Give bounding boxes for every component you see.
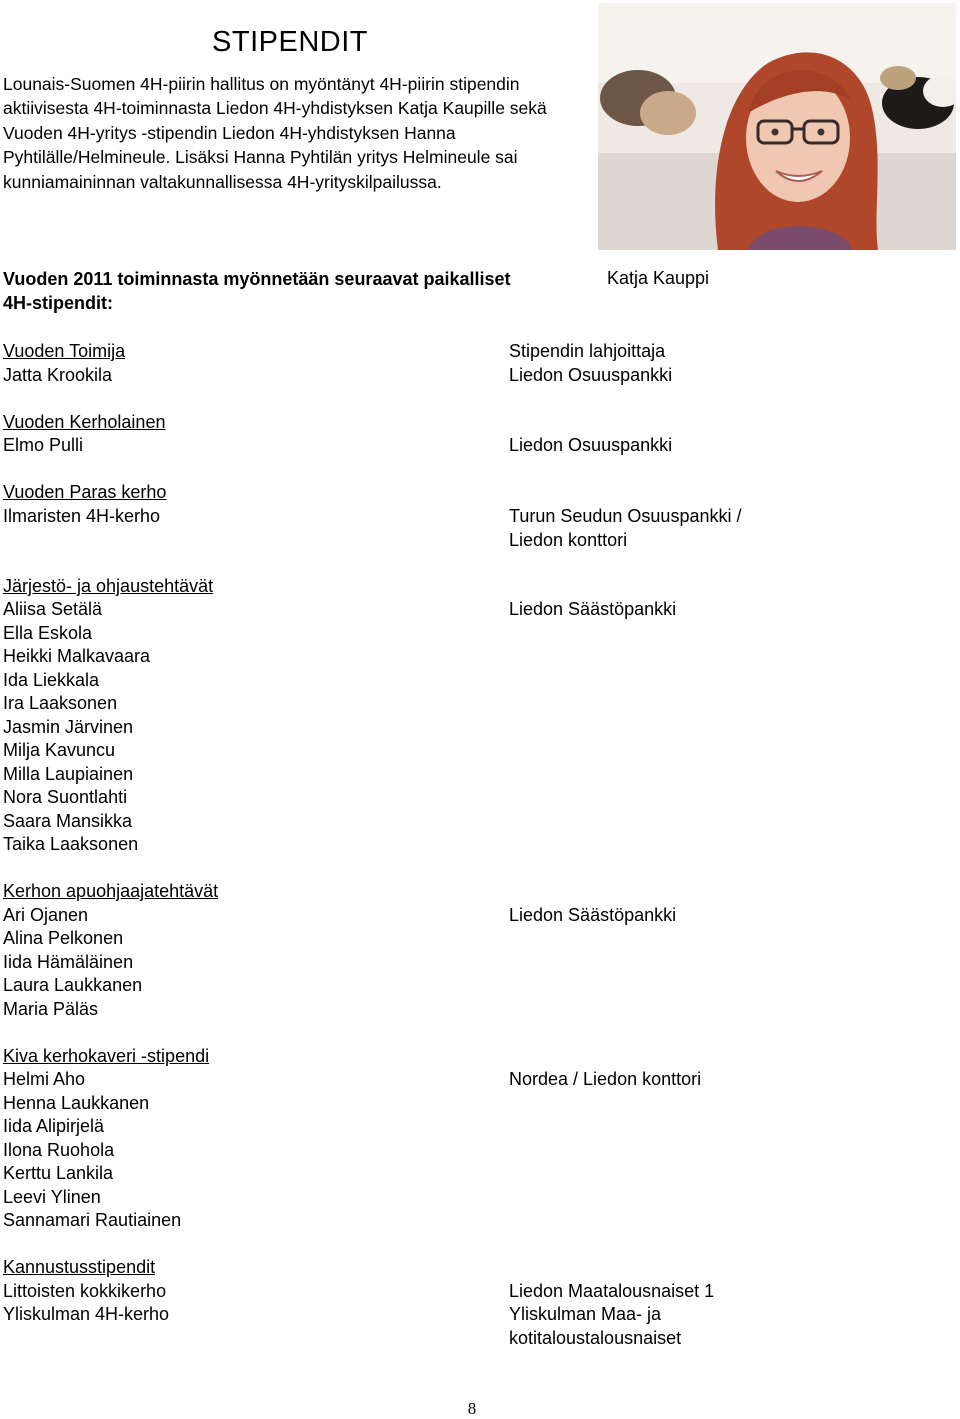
recipient-name: Aliisa Setälä bbox=[3, 599, 103, 619]
donor-name: Liedon Osuuspankki bbox=[509, 435, 673, 455]
recipient-name: Elmo Pulli bbox=[3, 435, 84, 455]
donor-name: Liedon Maatalousnaiset 1 bbox=[509, 1281, 715, 1301]
section-heading: Vuoden 2011 toiminnasta myönnetään seuraavat paikalliset 4H-stipendit: bbox=[3, 269, 511, 313]
photo-caption: Katja Kauppi bbox=[606, 268, 710, 288]
recipient-name: Ilmaristen 4H-kerho bbox=[3, 506, 161, 526]
donor-name: Liedon Säästöpankki bbox=[509, 599, 677, 619]
recipient-name: Saara Mansikka bbox=[3, 811, 133, 831]
recipient-name: Sannamari Rautiainen bbox=[3, 1210, 182, 1230]
category-title: Järjestö- ja ohjaustehtävät bbox=[3, 576, 214, 596]
category-title: Vuoden Toimija bbox=[3, 341, 126, 361]
recipient-name: Nora Suontlahti bbox=[3, 787, 128, 807]
recipient-name: Helmi Aho bbox=[3, 1069, 86, 1089]
category-title: Kerhon apuohjaajatehtävät bbox=[3, 881, 219, 901]
recipient-name: Iida Hämäläinen bbox=[3, 952, 134, 972]
portrait-photo bbox=[598, 3, 956, 250]
recipient-name: Laura Laukkanen bbox=[3, 975, 143, 995]
recipient-name: Yliskulman 4H-kerho bbox=[3, 1304, 170, 1324]
page-number: 8 bbox=[467, 1399, 477, 1418]
donor-name: Liedon konttori bbox=[509, 530, 628, 550]
recipient-name: Heikki Malkavaara bbox=[3, 646, 151, 666]
recipient-name: Kerttu Lankila bbox=[3, 1163, 114, 1183]
donor-name: Liedon Säästöpankki bbox=[509, 905, 677, 925]
donor-column-header: Stipendin lahjoittaja bbox=[509, 341, 666, 361]
recipient-name: Henna Laukkanen bbox=[3, 1093, 150, 1113]
recipient-name: Jasmin Järvinen bbox=[3, 717, 134, 737]
recipient-name: Milja Kavuncu bbox=[3, 740, 116, 760]
recipient-name: Taika Laaksonen bbox=[3, 834, 139, 854]
recipient-name: Iida Alipirjelä bbox=[3, 1116, 105, 1136]
recipient-name: Jatta Krookila bbox=[3, 365, 113, 385]
recipient-name: Leevi Ylinen bbox=[3, 1187, 101, 1207]
recipient-name: Ella Eskola bbox=[3, 623, 93, 643]
donor-name: Yliskulman Maa- ja bbox=[509, 1304, 662, 1324]
donor-name: Liedon Osuuspankki bbox=[509, 365, 673, 385]
recipient-name: Littoisten kokkikerho bbox=[3, 1281, 167, 1301]
donor-name: kotitaloustalousnaiset bbox=[509, 1328, 682, 1348]
category-title: Vuoden Kerholainen bbox=[3, 412, 166, 432]
recipient-name: Milla Laupiainen bbox=[3, 764, 134, 784]
recipient-name: Alina Pelkonen bbox=[3, 928, 124, 948]
category-title: Kannustusstipendit bbox=[3, 1257, 156, 1277]
recipient-name: Ilona Ruohola bbox=[3, 1140, 115, 1160]
recipient-name: Ari Ojanen bbox=[3, 905, 89, 925]
donor-name: Nordea / Liedon konttori bbox=[509, 1069, 702, 1089]
category-title: Vuoden Paras kerho bbox=[3, 482, 167, 502]
recipient-name: Ira Laaksonen bbox=[3, 693, 118, 713]
page-title: STIPENDIT bbox=[212, 26, 368, 58]
recipient-name: Maria Päläs bbox=[3, 999, 99, 1019]
category-title: Kiva kerhokaveri -stipendi bbox=[3, 1046, 210, 1066]
intro-paragraph: Lounais-Suomen 4H-piirin hallitus on myöntänyt 4H-piirin stipendin aktiivisesta 4H-toiminnasta Liedon 4H-yhdistyksen Katja Kaupille sekä Vuoden 4H-yritys -stipendin Liedon 4H-yhdistyksen Hanna Pyhtilälle/Helmineule. Lisäksi Hanna Pyhtilän yritys Helmineule sai kunniamaininnan valtakunnallisessa 4H-yrityskilpailussa. bbox=[3, 74, 547, 192]
portrait-illustration bbox=[598, 3, 956, 250]
donor-name: Turun Seudun Osuuspankki / bbox=[509, 506, 742, 526]
recipient-name: Ida Liekkala bbox=[3, 670, 100, 690]
